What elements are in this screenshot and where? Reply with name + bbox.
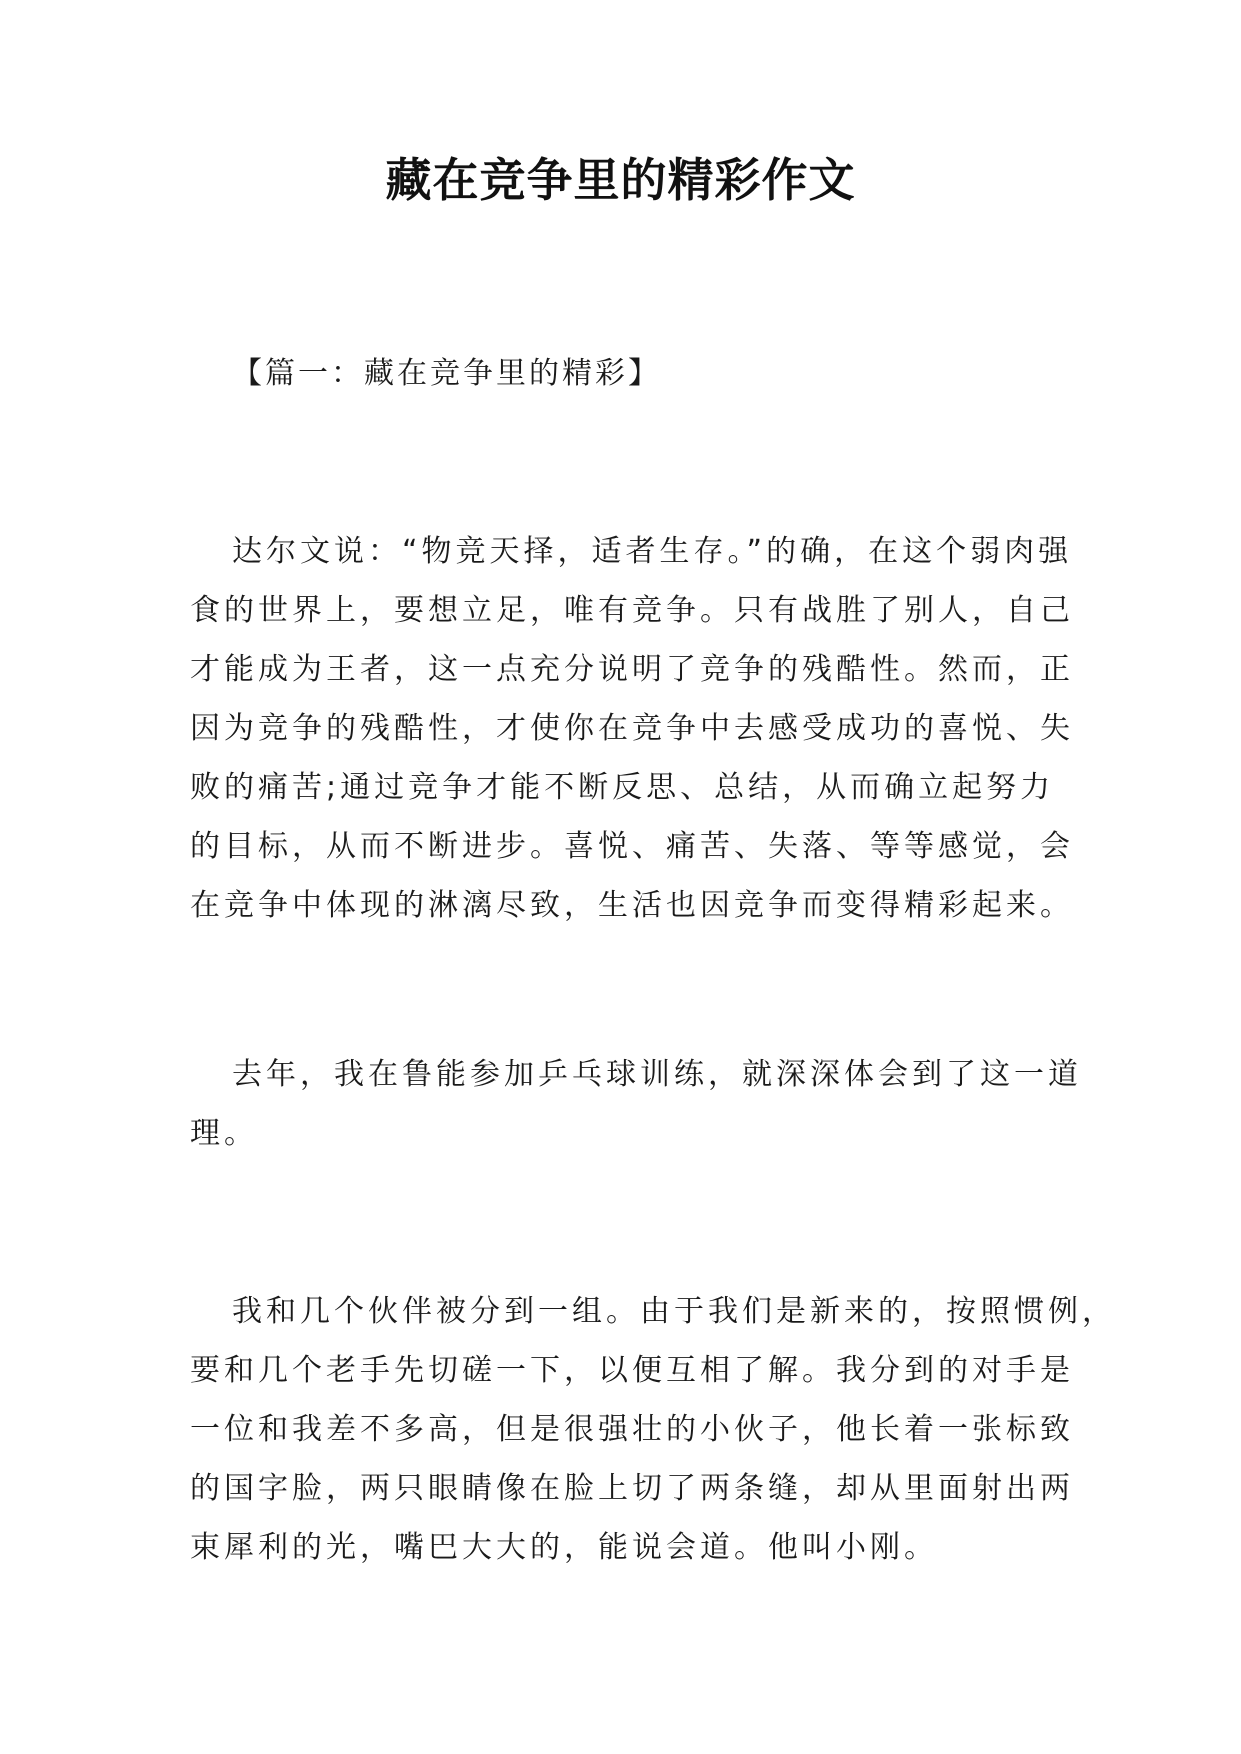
paragraph-line: 我和几个伙伴被分到一组。由于我们是新来的，按照惯例， xyxy=(232,1294,1116,1329)
paragraph-line: 败的痛苦;通过竞争才能不断反思、总结，从而确立起努力 xyxy=(190,770,1055,805)
paragraph-line: 束犀利的光，嘴巴大大的，能说会道。他叫小刚。 xyxy=(190,1530,938,1565)
paragraph-line: 达尔文说：“物竞天择，适者生存。”的确，在这个弱肉强 xyxy=(232,534,1073,569)
paragraph-line: 才能成为王者，这一点充分说明了竞争的残酷性。然而，正 xyxy=(190,652,1074,687)
paragraph-2 xyxy=(190,1045,1082,1163)
paragraph-line: 理。 xyxy=(190,1116,258,1151)
paragraph-3 xyxy=(190,1282,1116,1577)
paragraph-line: 一位和我差不多高，但是很强壮的小伙子，他长着一张标致 xyxy=(190,1412,1074,1447)
paragraph-line: 去年，我在鲁能参加乒乓球训练，就深深体会到了这一道 xyxy=(232,1057,1082,1092)
paragraph-line: 的国字脸，两只眼睛像在脸上切了两条缝，却从里面射出两 xyxy=(190,1471,1074,1506)
paragraph-line: 要和几个老手先切磋一下，以便互相了解。我分到的对手是 xyxy=(190,1353,1074,1388)
paragraph-line: 食的世界上，要想立足，唯有竞争。只有战胜了别人，自己 xyxy=(190,593,1074,628)
paragraph-line: 在竞争中体现的淋漓尽致，生活也因竞争而变得精彩起来。 xyxy=(190,888,1074,923)
paragraph-line: 的目标，从而不断进步。喜悦、痛苦、失落、等等感觉，会 xyxy=(190,829,1074,864)
document-title: 藏在竞争里的精彩作文 xyxy=(385,153,856,207)
section-heading: 【篇一：藏在竞争里的精彩】 xyxy=(232,356,661,391)
paragraph-1 xyxy=(190,522,1074,935)
paragraph-line: 因为竞争的残酷性，才使你在竞争中去感受成功的喜悦、失 xyxy=(190,711,1074,746)
